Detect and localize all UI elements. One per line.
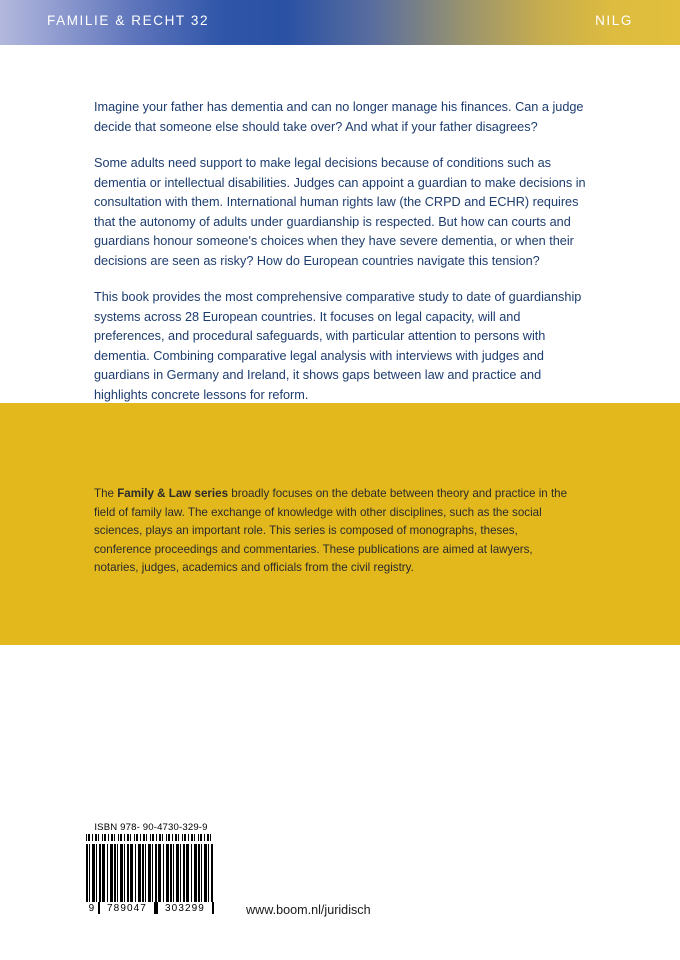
- isbn-label: ISBN 978- 90-4730-329-9: [94, 822, 208, 833]
- publisher-website-link[interactable]: www.boom.nl/juridisch: [246, 903, 371, 917]
- series-name-emphasis: Family & Law series: [117, 487, 229, 500]
- series-text-lead-in: The: [94, 487, 118, 500]
- series-description-text: [94, 485, 574, 578]
- barcode-guard-bar: [156, 902, 158, 914]
- barcode-left-digits: 789047: [107, 902, 147, 914]
- isbn-addon-barcode-icon: [86, 834, 214, 841]
- blurb-paragraph: Some adults need support to make legal decisions because of conditions such as dementia or intellectual disabilities. Judges can appoint a guardian to make decisions in consultation with them. International human rights law (the CRPD and ECHR) requires that the autonomy of adults under guardianship is respected. But how can courts and guardians honour someone's choices when they have severe dementia, or when their decisions are seen as risky? How do European countries navigate this tension?: [94, 156, 586, 268]
- series-text-body: broadly focuses on the debate between theory and practice in the field of family law. The exchange of knowledge with other disciplines, such as the social sciences, plays an important role. This series is composed of monographs, theses, conference proceedings and commentaries. These publications are aimed at lawyers, notaries, judges, academics and officials from the civil registry.: [94, 487, 568, 574]
- barcode-right-digits: 303299: [165, 902, 205, 914]
- imprint-label: NILG: [595, 13, 633, 28]
- blurb-paragraph: This book provides the most comprehensive comparative study to date of guardianship systems across 28 European countries. It focuses on legal capacity, will and preferences, and procedural safeguards, with particular attention to persons with dementia. Combining comparative legal analysis with interviews with judges and guardians in Germany and Ireland, it shows gaps between law and practice and highlights concrete lessons for reform.: [94, 290, 582, 402]
- barcode-guard-bar: [98, 902, 100, 914]
- series-title-label: FAMILIE & RECHT 32: [47, 13, 210, 28]
- series-description-panel: [0, 403, 680, 645]
- barcode-guard-bar: [212, 902, 214, 914]
- barcode-block: [86, 822, 214, 914]
- blurb-paragraph: Imagine your father has dementia and can no longer manage his finances. Can a judge decide that someone else should take over? And what if your father disagrees?: [94, 100, 584, 134]
- ean13-digits: [86, 902, 214, 914]
- barcode-lead-digit: 9: [88, 902, 96, 914]
- header-gradient-band: [0, 0, 680, 45]
